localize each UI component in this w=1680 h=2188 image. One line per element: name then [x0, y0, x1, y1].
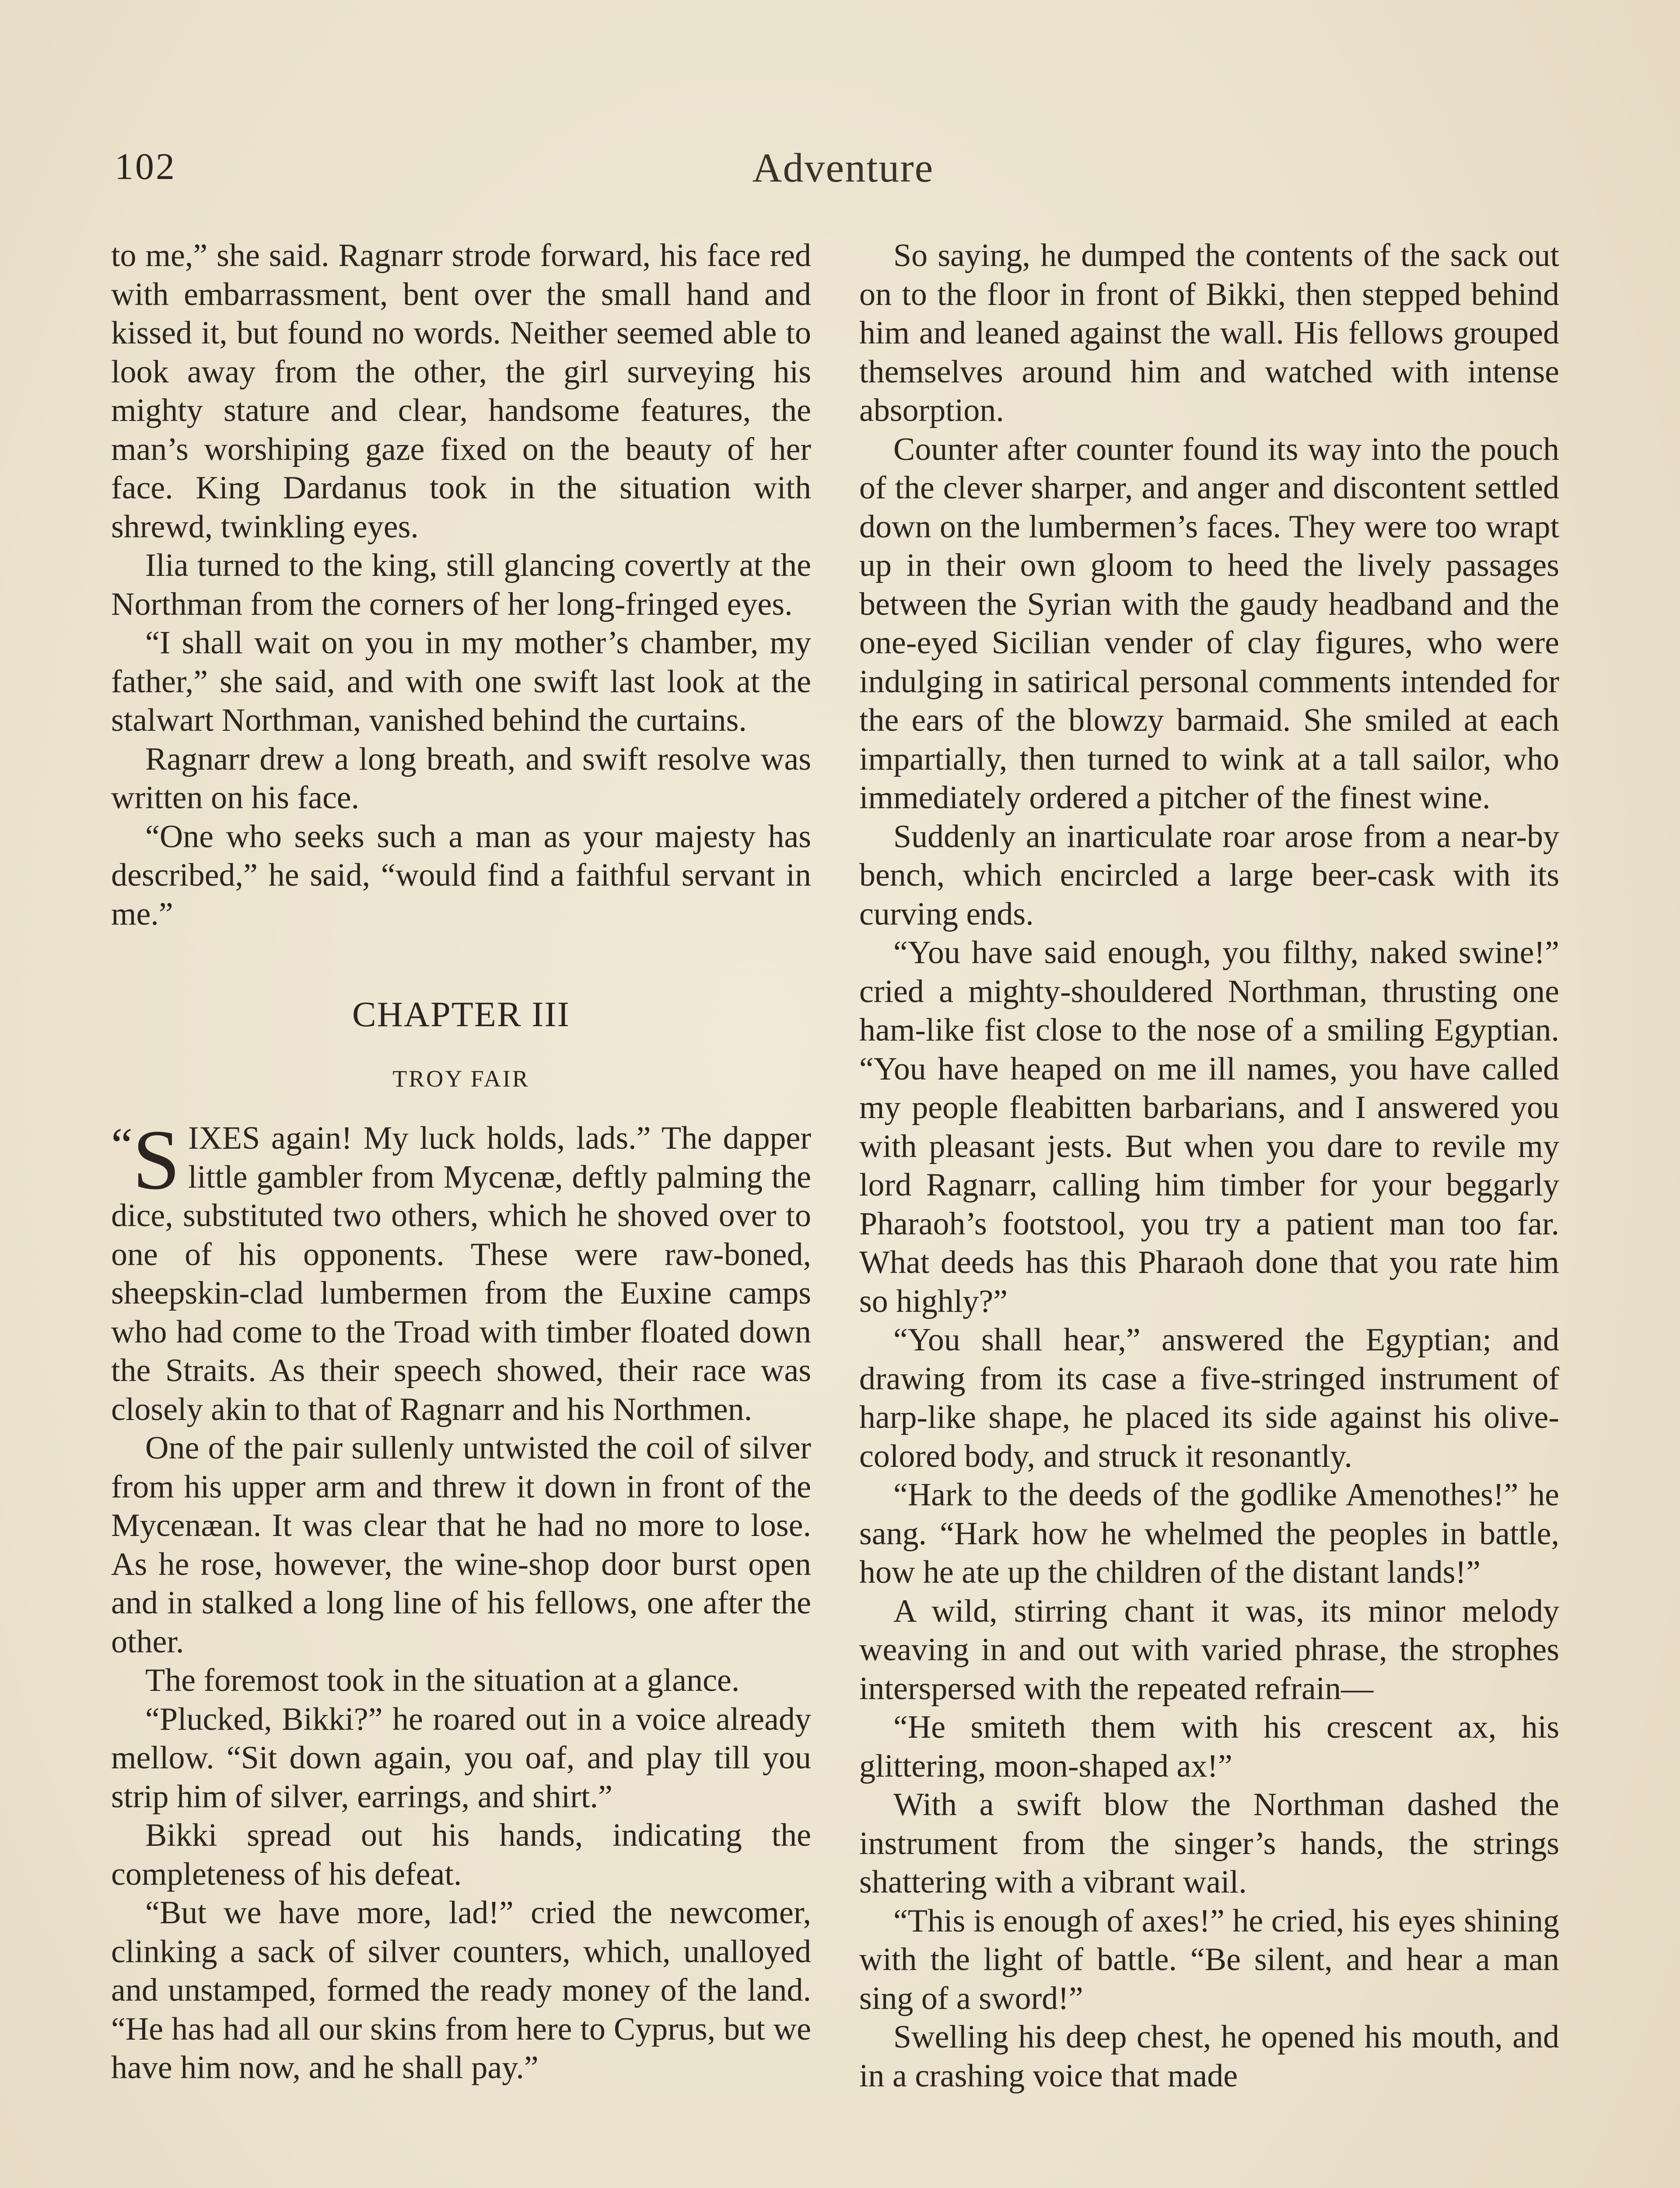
drop-cap-quote: “	[111, 1118, 133, 1171]
paragraph: “You have said enough, you filthy, naked swine!” cried a mighty-shouldered Northman, thrusting one ham-like fist close to the nose of a smiling Egyptian. “You have heaped on me ill names, you have called my people fleabitten barbarians, and I answered you with pleasant jests. But when you dare to revile my lord Ragnarr, calling him timber for your beggarly Pharaoh’s footstool, you try a patient man too far. What deeds has this Pharaoh done that you rate him so highly?”	[859, 935, 1559, 1319]
paragraph: Swelling his deep chest, he opened his mouth, and in a crashing voice that made	[859, 2019, 1559, 2094]
paragraph: The foremost took in the situation at a glance.	[145, 1662, 740, 1698]
page-header	[115, 144, 1572, 197]
drop-cap	[111, 1112, 180, 1207]
paragraph: Bikki spread out his hands, indicating the completeness of his defeat.	[111, 1817, 811, 1892]
paragraph: to me,” she said. Ragnarr strode forward, his face red with embarrassment, bent over the small hand and kissed it, but found no words. Neither seemed able to look away from the other, the girl surveying his mighty stature and clear, handsome features, the man’s worshiping gaze fixed on the beauty of her face. King Dardanus took in the situation with shrewd, twinkling eyes.	[111, 238, 811, 545]
paragraph: Counter after counter found its way into the pouch of the clever sharper, and anger and discontent settled down on the lumbermen’s faces. They were too wrapt up in their own gloom to heed the lively passages between the Syrian with the gaudy headband and the one-eyed Sicilian vender of clay figures, who were indulging in satirical personal comments intended for the ears of the blowzy barmaid. She smiled at each impartially, then turned to wink at a tall sailor, who immediately ordered a pitcher of the finest wine.	[859, 431, 1559, 816]
paragraph: “I shall wait on you in my mother’s chamber, my father,” she said, and with one swift last look at the stalwart Northman, vanished behind the curtains.	[111, 625, 811, 738]
paragraph: Suddenly an inarticulate roar arose from a near-by bench, which encircled a large beer-cask with its curving ends.	[859, 818, 1559, 932]
paragraph: So saying, he dumped the contents of the sack out on to the floor in front of Bikki, then stepped behind him and leaned against the wall. His fellows grouped themselves around him and watched with intense absorption.	[859, 238, 1559, 428]
paragraph: “He smiteth them with his crescent ax, his glittering, moon-shaped ax!”	[859, 1709, 1559, 1784]
paragraph: “You shall hear,” answered the Egyptian; and drawing from its case a five-stringed instrument of harp-like shape, he placed its side against his olive-colored body, and struck it resonantly.	[859, 1322, 1559, 1474]
drop-cap-letter: S	[132, 1112, 180, 1207]
paragraph: Ilia turned to the king, still glancing covertly at the Northman from the corners of her long-fringed eyes.	[111, 547, 811, 622]
paragraph-text: IXES again! My luck holds, lads.” The dapper little gambler from Mycenæ, deftly palming the dice, substituted two others, which he shoved over to one of his opponents. These were raw-boned, sheepskin-clad lumbermen from the Euxine camps who had come to the Troad with timber floated down the Straits. As their speech showed, their race was closely akin to that of Ragnarr and his Northmen.	[111, 1120, 811, 1427]
paragraph: One of the pair sullenly untwisted the coil of silver from his upper arm and threw it down in front of the Mycenæan. It was clear that he had no more to lose. As he rose, however, the wine-shop door burst open and in stalked a long line of his fellows, one after the other.	[111, 1430, 811, 1660]
paragraph: “This is enough of axes!” he cried, his eyes shining with the light of battle. “Be silent, and hear a man sing of a sword!”	[859, 1903, 1559, 2016]
paragraph: “One who seeks such a man as your majesty has described,” he said, “would find a faithful servant in me.”	[111, 818, 811, 932]
paragraph: A wild, stirring chant it was, its minor melody weaving in and out with varied phrase, the strophes interspersed with the repeated refrain—	[859, 1593, 1559, 1707]
paragraph: “Hark to the deeds of the godlike Amenothes!” he sang. “Hark how he whelmed the peoples in battle, how he ate up the children of the distant lands!”	[859, 1477, 1559, 1590]
right-column	[859, 236, 1559, 2095]
paragraph: Ragnarr drew a long breath, and swift resolve was written on his face.	[111, 741, 811, 816]
running-title: Adventure	[752, 145, 934, 191]
chapter-subtitle: TROY FAIR	[392, 1066, 530, 1092]
page-number: 102	[115, 145, 176, 187]
paragraph: “Plucked, Bikki?” he roared out in a voice already mellow. “Sit down again, you oaf, and play till you strip him of silver, earrings, and shirt.”	[111, 1701, 811, 1815]
paragraph: With a swift blow the Northman dashed the instrument from the singer’s hands, the strings shattering with a vibrant wail.	[859, 1787, 1559, 1900]
chapter-opening-paragraph	[111, 1112, 811, 1429]
chapter-title: CHAPTER III	[352, 994, 570, 1034]
left-column	[111, 236, 811, 2087]
paragraph: “But we have more, lad!” cried the newcomer, clinking a sack of silver counters, which, unalloyed and unstamped, formed the ready money of the land. “He has had all our skins from here to Cyprus, but we have him now, and he shall pay.”	[111, 1895, 811, 2086]
